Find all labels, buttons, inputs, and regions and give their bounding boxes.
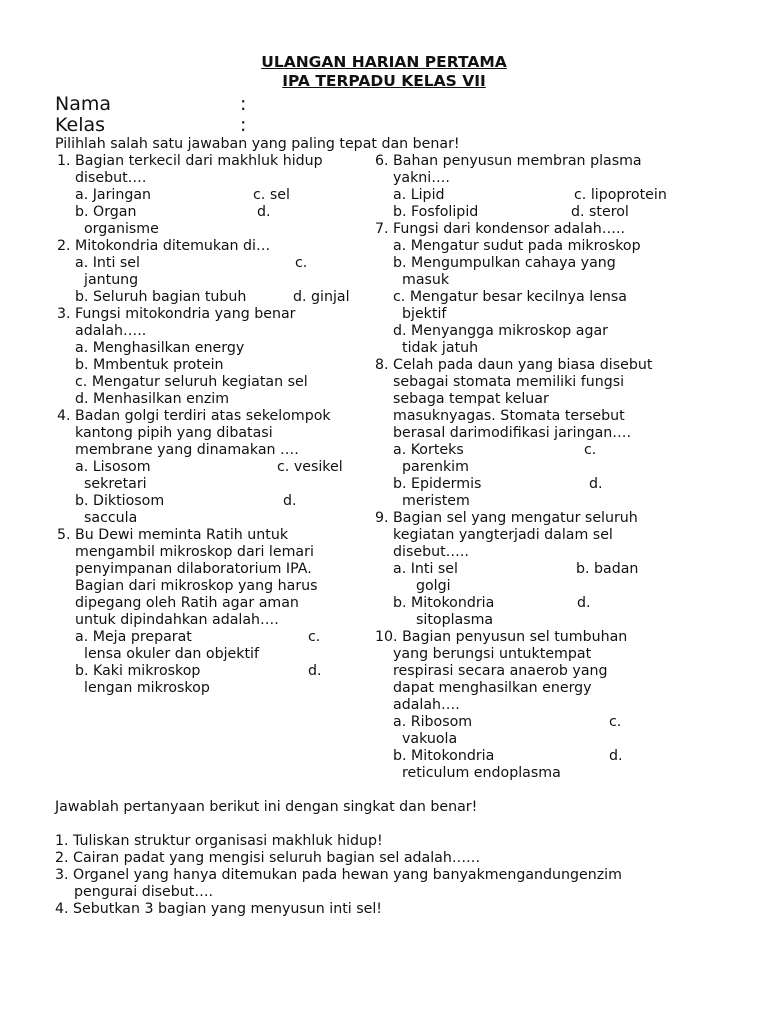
- answer-option: a. Inti sel: [393, 561, 458, 577]
- question-line: 2. Mitokondria ditemukan di…: [57, 238, 271, 254]
- answer-option: saccula: [84, 510, 138, 526]
- question-line: 8. Celah pada daun yang biasa disebut: [375, 357, 653, 373]
- answer-option: b. Mitokondria: [393, 748, 495, 764]
- answer-option: d.: [257, 204, 271, 220]
- question-line: penyimpanan dilaboratorium IPA.: [75, 561, 312, 577]
- answer-option: sitoplasma: [416, 612, 494, 628]
- answer-option: a. Jaringan: [75, 187, 152, 203]
- answer-option: d. sterol: [571, 204, 629, 220]
- answer-option: vakuola: [402, 731, 458, 747]
- answer-option: d.: [283, 493, 297, 509]
- nama-label: Nama: [55, 93, 112, 115]
- exam-title: ULANGAN HARIAN PERTAMA: [261, 53, 507, 71]
- answer-option: a. Korteks: [393, 442, 464, 458]
- question-line: kegiatan yangterjadi dalam sel: [393, 527, 613, 543]
- question-line: untuk dipindahkan adalah….: [75, 612, 279, 628]
- answer-option: d.: [589, 476, 603, 492]
- question-line: sebagai stomata memiliki fungsi: [393, 374, 625, 390]
- question-line: disebut…..: [393, 544, 469, 560]
- answer-option: organisme: [84, 221, 159, 237]
- question-line: mengambil mikroskop dari lemari: [75, 544, 314, 560]
- question-line: disebut….: [75, 170, 147, 186]
- answer-option: c. vesikel: [277, 459, 343, 475]
- answer-option: tidak jatuh: [402, 340, 479, 356]
- answer-option: reticulum endoplasma: [402, 765, 561, 781]
- kelas-colon: :: [240, 114, 247, 136]
- answer-option: golgi: [416, 578, 451, 594]
- answer-option: b. Diktiosom: [75, 493, 165, 509]
- answer-option: c.: [609, 714, 622, 730]
- answer-option: b. Seluruh bagian tubuh: [75, 289, 247, 305]
- answer-option: a. Meja preparat: [75, 629, 192, 645]
- answer-option: d. Menhasilkan enzim: [75, 391, 230, 407]
- answer-option: c. sel: [253, 187, 290, 203]
- answer-option: b. Mitokondria: [393, 595, 495, 611]
- answer-option: b. badan: [576, 561, 639, 577]
- answer-option: c.: [584, 442, 597, 458]
- answer-option: d.: [609, 748, 623, 764]
- answer-option: b. Epidermis: [393, 476, 482, 492]
- question-line: 7. Fungsi dari kondensor adalah…..: [375, 221, 625, 237]
- question-line: 3. Fungsi mitokondria yang benar: [57, 306, 296, 322]
- question-line: dapat menghasilkan energy: [393, 680, 592, 696]
- answer-option: a. Inti sel: [75, 255, 140, 271]
- answer-option: d. Menyangga mikroskop agar: [393, 323, 608, 339]
- question-line: 9. Bagian sel yang mengatur seluruh: [375, 510, 638, 526]
- question-line: 10. Bagian penyusun sel tumbuhan: [375, 629, 628, 645]
- question-line: 1. Bagian terkecil dari makhluk hidup: [57, 153, 323, 169]
- answer-option: c.: [308, 629, 321, 645]
- essay-instruction: Jawablah pertanyaan berikut ini dengan singkat dan benar!: [55, 799, 478, 815]
- answer-option: d.: [308, 663, 322, 679]
- answer-option: d. ginjal: [293, 289, 350, 305]
- answer-option: b. Kaki mikroskop: [75, 663, 201, 679]
- essay-question: 1. Tuliskan struktur organisasi makhluk hidup!: [55, 833, 383, 849]
- answer-option: c.: [295, 255, 308, 271]
- answer-option: lengan mikroskop: [84, 680, 210, 696]
- answer-option: a. Lisosom: [75, 459, 151, 475]
- question-line: berasal darimodifikasi jaringan….: [393, 425, 631, 441]
- question-line: sebaga tempat keluar: [393, 391, 549, 407]
- mc-instruction: Pilihlah salah satu jawaban yang paling tepat dan benar!: [55, 136, 460, 152]
- answer-option: d.: [577, 595, 591, 611]
- essay-question: 2. Cairan padat yang mengisi seluruh bagian sel adalah……: [55, 850, 481, 866]
- essay-question: 4. Sebutkan 3 bagian yang menyusun inti sel!: [55, 901, 382, 917]
- nama-colon: :: [240, 93, 247, 115]
- answer-option: c. lipoprotein: [574, 187, 667, 203]
- answer-option: a. Lipid: [393, 187, 445, 203]
- answer-option: meristem: [402, 493, 470, 509]
- question-line: membrane yang dinamakan ….: [75, 442, 299, 458]
- question-line: respirasi secara anaerob yang: [393, 663, 608, 679]
- answer-option: lensa okuler dan objektif: [84, 646, 259, 662]
- question-line: adalah….: [393, 697, 460, 713]
- answer-option: jantung: [84, 272, 139, 288]
- question-line: masuknyagas. Stomata tersebut: [393, 408, 625, 424]
- essay-question: 3. Organel yang hanya ditemukan pada hewan yang banyakmengandungenzim: [55, 867, 622, 883]
- question-line: yang berungsi untuktempat: [393, 646, 592, 662]
- answer-option: c. Mengatur seluruh kegiatan sel: [75, 374, 308, 390]
- answer-option: sekretari: [84, 476, 147, 492]
- question-line: 4. Badan golgi terdiri atas sekelompok: [57, 408, 331, 424]
- answer-option: a. Mengatur sudut pada mikroskop: [393, 238, 641, 254]
- question-line: kantong pipih yang dibatasi: [75, 425, 273, 441]
- answer-option: a. Ribosom: [393, 714, 473, 730]
- question-line: 6. Bahan penyusun membran plasma: [375, 153, 642, 169]
- exam-subtitle: IPA TERPADU KELAS VII: [282, 72, 486, 90]
- answer-option: parenkim: [402, 459, 469, 475]
- answer-option: b. Organ: [75, 204, 137, 220]
- question-line: adalah…..: [75, 323, 147, 339]
- answer-option: c. Mengatur besar kecilnya lensa: [393, 289, 628, 305]
- answer-option: b. Mmbentuk protein: [75, 357, 224, 373]
- kelas-label: Kelas: [55, 114, 106, 136]
- question-line: dipegang oleh Ratih agar aman: [75, 595, 299, 611]
- answer-option: b. Fosfolipid: [393, 204, 479, 220]
- answer-option: bjektif: [402, 306, 447, 322]
- answer-option: b. Mengumpulkan cahaya yang: [393, 255, 616, 271]
- question-line: yakni….: [393, 170, 450, 186]
- answer-option: a. Menghasilkan energy: [75, 340, 245, 356]
- essay-question: pengurai disebut….: [74, 884, 214, 900]
- answer-option: masuk: [402, 272, 450, 288]
- question-line: 5. Bu Dewi meminta Ratih untuk: [57, 527, 289, 543]
- question-line: Bagian dari mikroskop yang harus: [75, 578, 318, 594]
